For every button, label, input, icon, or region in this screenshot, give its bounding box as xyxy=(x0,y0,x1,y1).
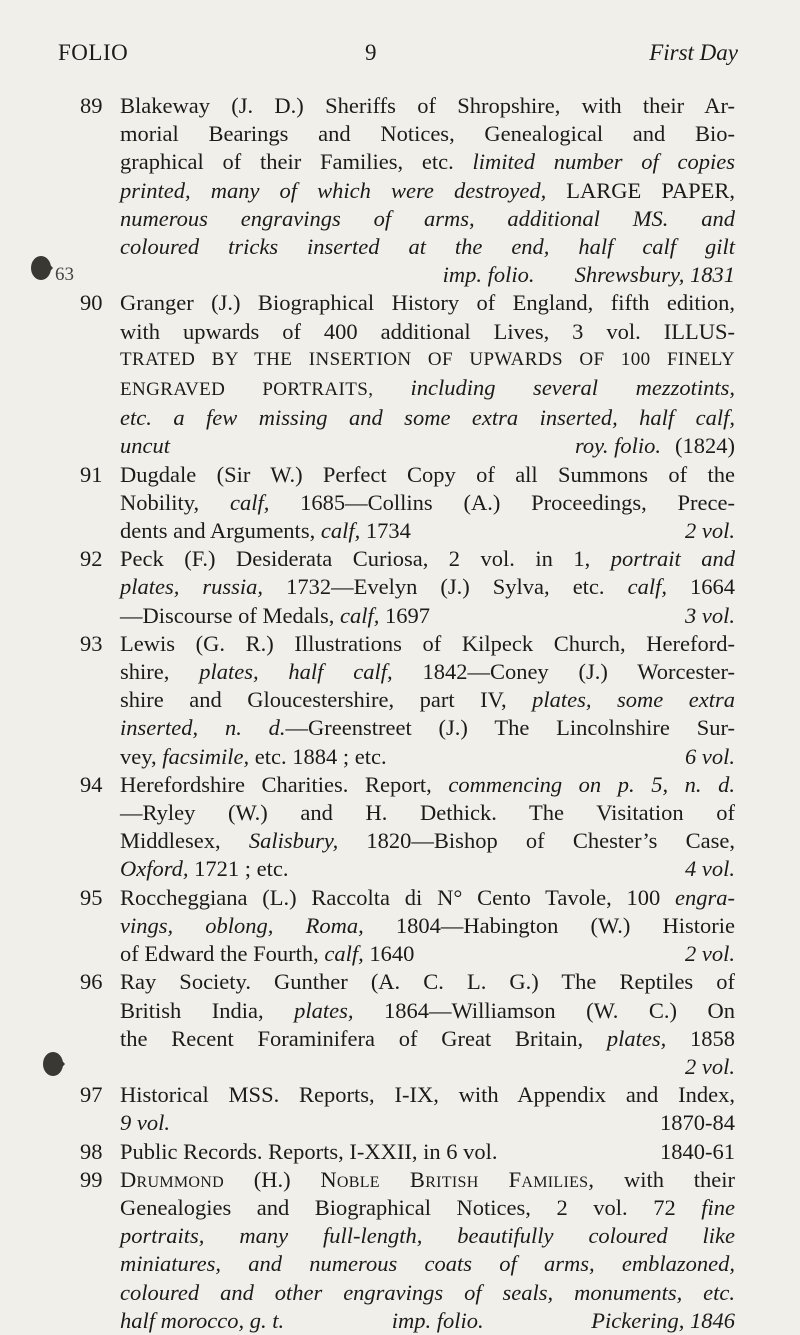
lot-line: coloured tricks inserted at the end, half calf gilt xyxy=(120,234,735,260)
lot-99 xyxy=(0,1166,800,1335)
lot-line: —Discourse of Medals, calf, 1697 3 vol. xyxy=(120,602,735,628)
lot-line: shire and Gloucestershire, part IV, plates, some extra xyxy=(120,687,735,713)
lot-line: vings, oblong, Roma, 1804—Habington (W.) Historie xyxy=(120,912,735,938)
lot-line: of Edward the Fourth, calf, 1640 2 vol. xyxy=(120,941,735,967)
lot-line: ENGRAVED PORTRAITS, including several mezzotints, xyxy=(120,375,735,401)
lot-number: 91 xyxy=(80,461,103,487)
lot-line: Drummond (H.) Noble British Families, with their xyxy=(120,1166,735,1192)
lot-line: Peck (F.) Desiderata Curiosa, 2 vol. in 1, portrait and xyxy=(120,546,735,572)
lot-line: dents and Arguments, calf, 1734 2 vol. xyxy=(120,518,735,544)
lot-line: inserted, n. d.—Greenstreet (J.) The Lincolnshire Sur- xyxy=(120,715,735,741)
lot-number: 99 xyxy=(80,1166,103,1192)
lot-line: numerous engravings of arms, additional MS. and xyxy=(120,205,735,231)
lot-line: coloured and other engravings of seals, monuments, etc. xyxy=(120,1279,735,1305)
day-label: First Day xyxy=(649,40,738,65)
lot-line: British India, plates, 1864—Williamson (W. C.) On xyxy=(120,997,735,1023)
lot-92 xyxy=(0,545,800,630)
lot-number: 96 xyxy=(80,969,103,995)
lot-line: Genealogies and Biographical Notices, 2 vol. 72 fine xyxy=(120,1194,735,1220)
lot-line: Dugdale (Sir W.) Perfect Copy of all Summons of the xyxy=(120,461,735,487)
lot-line: Middlesex, Salisbury, 1820—Bishop of Chester’s Case, xyxy=(120,828,735,854)
lot-line: 9 vol. 1870-84 xyxy=(120,1110,735,1136)
lot-90 xyxy=(0,289,800,460)
lot-number: 95 xyxy=(80,884,103,910)
lot-line: Public Records. Reports, I-XXII, in 6 vol. 1840-61 xyxy=(120,1138,735,1164)
lot-line: shire, plates, half calf, 1842—Coney (J.) Worcester- xyxy=(120,659,735,685)
lot-list xyxy=(0,92,800,1335)
lot-line: plates, russia, 1732—Evelyn (J.) Sylva, etc. calf, 1664 xyxy=(120,574,736,600)
lot-line: Nobility, calf, 1685—Collins (A.) Proceedings, Prece- xyxy=(120,489,736,515)
lot-line: —Ryley (W.) and H. Dethick. The Visitation of xyxy=(120,800,735,826)
lot-line: Roccheggiana (L.) Raccolta di N° Cento Tavole, 100 engra- xyxy=(120,884,735,910)
lot-number: 97 xyxy=(80,1082,103,1108)
lot-line: the Recent Foraminifera of Great Britain, plates, 1858 xyxy=(120,1025,735,1051)
lot-line: printed, many of which were destroyed, LARGE PAPER, xyxy=(120,177,735,203)
lot-line: uncut roy. folio. (1824) xyxy=(120,433,735,459)
lot-line: Herefordshire Charities. Report, commencing on p. 5, n. d. xyxy=(120,771,735,797)
lot-line: morial Bearings and Notices, Genealogical and Bio- xyxy=(120,121,735,147)
lot-93 xyxy=(0,630,800,771)
lot-line: half morocco, g. t. imp. folio. Pickering, 1846 xyxy=(120,1307,735,1333)
lot-line: 63 imp. folio. Shrewsbury, 1831 xyxy=(120,261,735,289)
lot-95 xyxy=(0,884,800,969)
lot-91 xyxy=(0,461,800,546)
lot-line: Lewis (G. R.) Illustrations of Kilpeck Church, Hereford- xyxy=(120,630,735,656)
lot-line: miniatures, and numerous coats of arms, emblazoned, xyxy=(120,1251,735,1277)
lot-94 xyxy=(0,771,800,884)
lot-number: 92 xyxy=(80,546,103,572)
lot-96 xyxy=(0,968,800,1081)
lot-line: Ray Society. Gunther (A. C. L. G.) The Reptiles of xyxy=(120,969,735,995)
lot-line: vey, facsimile, etc. 1884 ; etc. 6 vol. xyxy=(120,743,735,769)
lot-97 xyxy=(0,1081,800,1137)
section-label: FOLIO xyxy=(58,40,129,65)
lot-line: Oxford, 1721 ; etc. 4 vol. xyxy=(120,856,735,882)
lot-line: Historical MSS. Reports, I-IX, with Appendix and Index, xyxy=(120,1082,735,1108)
lot-line: TRATED BY THE INSERTION OF UPWARDS OF 100 FINELY xyxy=(120,348,735,370)
lot-line: Granger (J.) Biographical History of England, fifth edition, xyxy=(120,290,735,316)
lot-line: 2 vol. xyxy=(685,1053,735,1079)
lot-number: 89 xyxy=(80,93,103,118)
lot-line: graphical of their Families, etc. limited number of copies xyxy=(120,149,735,175)
lot-98 xyxy=(0,1138,800,1166)
lot-number: 94 xyxy=(80,771,103,797)
lot-number: 98 xyxy=(80,1138,103,1164)
lot-line: portraits, many full-length, beautifully coloured like xyxy=(120,1223,735,1249)
page-header xyxy=(58,40,738,74)
page-number: 9 xyxy=(365,40,377,65)
lot-number: 90 xyxy=(80,290,103,316)
lot-89 xyxy=(0,92,800,289)
lot-line: etc. a few missing and some extra inserted, half calf, xyxy=(120,405,735,431)
lot-number: 93 xyxy=(80,630,103,656)
lot-line: with upwards of 400 additional Lives, 3 vol. ILLUS- xyxy=(120,318,735,344)
lot-line: Blakeway (J. D.) Sheriffs of Shropshire, with their Ar- xyxy=(120,93,735,118)
margin-note: 63 xyxy=(55,264,74,286)
